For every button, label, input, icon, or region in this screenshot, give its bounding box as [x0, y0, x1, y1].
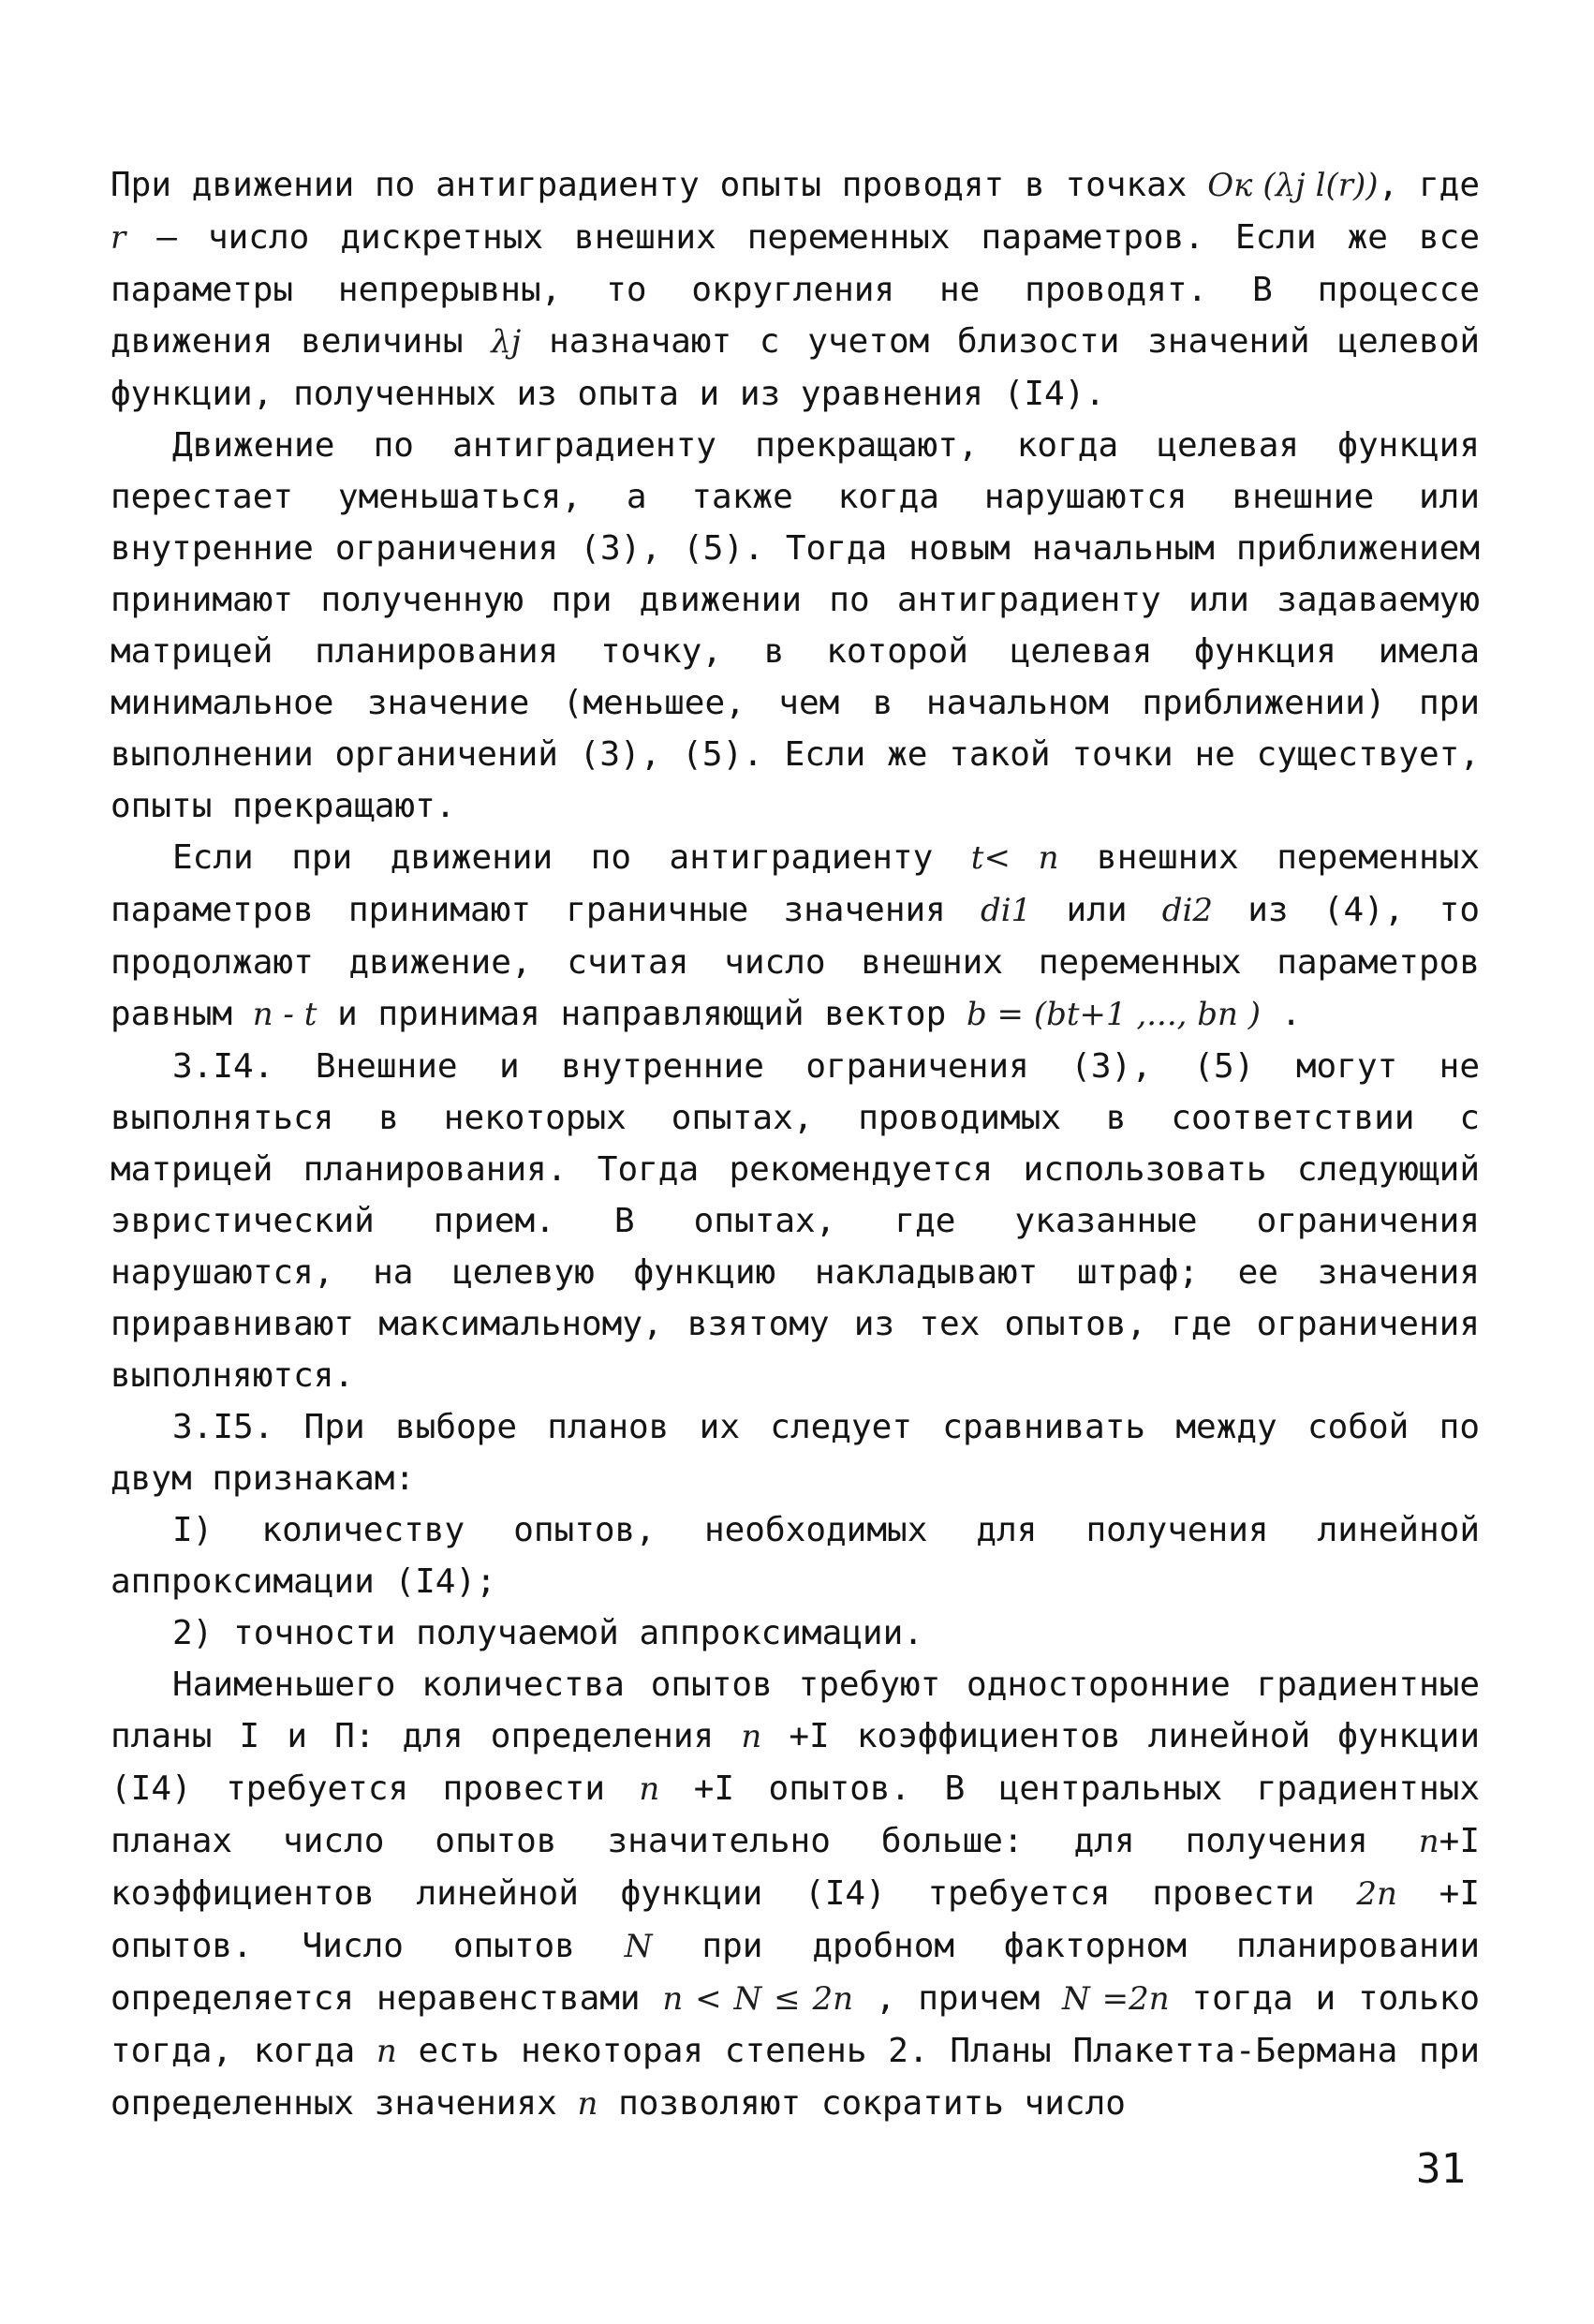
handwritten-formula: n — [376, 2033, 397, 2070]
text-run: +I опытов. Число опытов — [111, 1874, 1480, 1965]
text-run: 2) точности получаемой аппроксимации. — [172, 1614, 923, 1652]
text-run: внешних переменных параметров принимают граничные значения — [111, 838, 1480, 929]
handwritten-formula: 2n — [1356, 1875, 1397, 1913]
text-run: тогда и только тогда, когда — [111, 1979, 1480, 2070]
paragraph-p1 — [111, 159, 1480, 420]
handwritten-formula: n < N ≤ 2n — [662, 1980, 854, 2018]
text-run: 3.I5. При выборе планов их следует сравнивать между собой по двум признакам: — [111, 1408, 1480, 1498]
text-run: Движение по антиградиенту прекращают, когда целевая функция перестает уменьшаться, а также когда нарушаются внешние или внутренние ограничения (3), (5). Тогда новым начальным приближением принимают полученную при движении по антиградиенту или задаваемую матрицей планирования точку, в которой целевая функция имела минимальное значение (меньшее, чем в начальном приближении) при выполнении органичений (3), (5). Если же такой точки не существует, опыты прекращают. — [111, 426, 1480, 825]
handwritten-formula: n — [741, 1718, 762, 1755]
handwritten-formula: n — [1418, 1823, 1439, 1860]
handwritten-formula: di2 — [1161, 892, 1214, 929]
text-run: +I опытов. В центральных градиентных планах число опытов значительно больше: для получения — [111, 1769, 1480, 1860]
text-run: – число дискретных внешних переменных параметров. Если же все параметры непрерывны, то округления не проводят. В процессе движения величины — [111, 218, 1480, 361]
paragraph-p2 — [111, 420, 1480, 832]
list-item-1 — [111, 1504, 1480, 1607]
handwritten-formula: b = (bt+1 ,..., bn ) — [966, 996, 1262, 1033]
handwritten-formula: λj — [491, 323, 522, 361]
paragraph-p8 — [111, 1659, 1480, 2130]
text-run: . — [1261, 995, 1302, 1033]
page-number: 31 — [1416, 2145, 1466, 2193]
list-item-2 — [111, 1607, 1480, 1659]
paragraph-section-3-14 — [111, 1041, 1480, 1401]
handwritten-formula: N — [624, 1928, 653, 1965]
text-run: из (4), то продолжают движение, считая число внешних переменных параметров равным — [111, 891, 1481, 1033]
handwritten-formula: n — [639, 1770, 660, 1808]
text-run: 3.I4. Внешние и внутренние ограничения (3), (5) могут не выполняться в некоторых опытах, проводимых в соответствии с матрицей планирования. Тогда рекомендуется использовать следующий эвристический прием. В опытах, где указанные ограничения нарушаются, на целевую функцию накладывают штраф; ее значения приравнивают максимальному, взятому из тех опытов, где ограничения выполняются. — [111, 1047, 1480, 1395]
handwritten-formula: N =2n — [1062, 1980, 1170, 2018]
paragraph-section-3-15 — [111, 1401, 1480, 1504]
text-run: или — [1031, 891, 1162, 929]
handwritten-formula: n - t — [252, 996, 317, 1033]
text-run: Если при движении по антиградиенту — [172, 838, 971, 877]
text-run: Наименьшего количества опытов требуют односторонние градиентные планы I и П: для определения — [111, 1665, 1480, 1755]
text-run: , где — [1378, 166, 1480, 204]
paragraph-p3 — [111, 832, 1480, 1041]
handwritten-formula: di1 — [981, 892, 1032, 929]
text-run: при дробном факторном планировании определяется неравенствами — [111, 1927, 1480, 2018]
handwritten-formula: r — [111, 219, 126, 257]
text-run: I) количеству опытов, необходимых для получения линейной аппроксимации (I4); — [111, 1511, 1480, 1601]
text-run: позволяют сократить число — [598, 2084, 1126, 2123]
handwritten-formula: Oк (λj l(r)) — [1207, 167, 1379, 204]
text-run: При движении по антиградиенту опыты проводят в точках — [111, 166, 1208, 204]
text-run: , причем — [853, 1979, 1062, 2018]
text-run: +I коэффициентов линейной функции (I4) требуется провести — [111, 1822, 1480, 1913]
handwritten-formula: n — [577, 2085, 598, 2123]
page-body — [111, 159, 1480, 2130]
handwritten-formula: t< n — [970, 839, 1059, 877]
text-run: и принимая направляющий вектор — [317, 995, 967, 1033]
text-run: есть некоторая степень 2. Планы Плакетта-Бермана при определенных значениях — [111, 2032, 1480, 2123]
text-run: +I коэффициентов линейной функции (I4) требуется провести — [111, 1717, 1480, 1808]
text-run: назначают с учетом близости значений целевой функции, полученных из опыта и из уравнения (I4). — [111, 322, 1480, 413]
